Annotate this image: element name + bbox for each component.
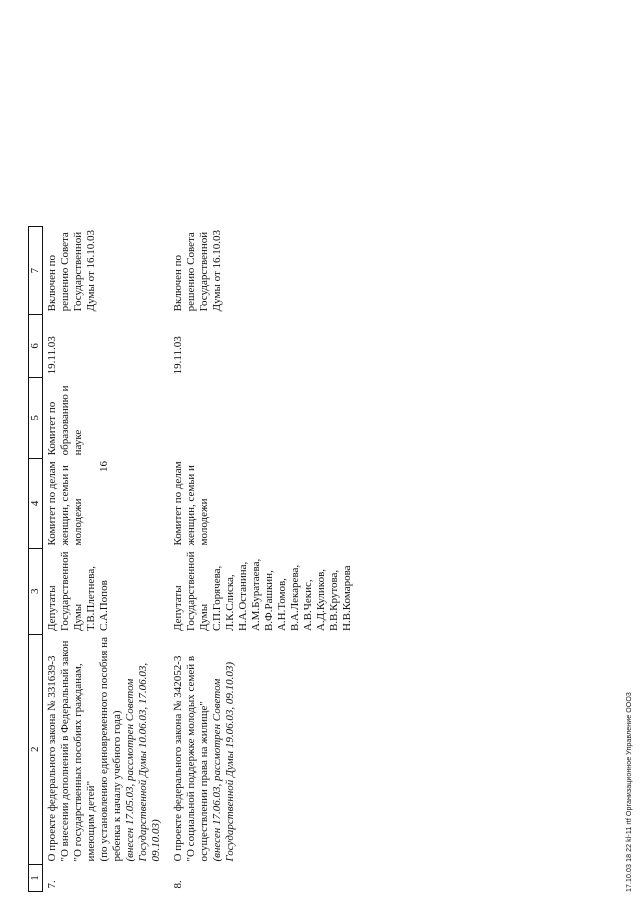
author-line: Депутаты [172, 585, 184, 632]
decision-line: Государственной [72, 231, 84, 312]
author-line: В.А.Лекарева, [289, 564, 301, 632]
table-row [43, 227, 170, 892]
committee-cell [169, 458, 360, 548]
author-line: Думы [198, 603, 210, 632]
bill-title-line: О проекте федерального закона № 331639-3 [46, 655, 58, 862]
author-line: А.Д.Куликов, [315, 568, 327, 632]
author-line: А.Н.Томов, [276, 578, 288, 632]
bill-title-line: ребенка к началу учебного года) [111, 710, 123, 862]
bill-title-line: "О государственных пособиях гражданам, [72, 663, 84, 862]
committee-line: молодежи [198, 498, 210, 546]
header-col-4: 4 [29, 458, 43, 548]
author-line: В.Ф.Рашкин, [263, 570, 275, 632]
date-cell: 19.11.03 [46, 336, 58, 375]
author-line: В.В.Крутова, [328, 569, 340, 632]
decision-line: Включен по [172, 254, 184, 312]
bill-note-line: (внесен 17.06.03, рассмотрен Советом [211, 678, 223, 862]
committee-line: женщин, семьи и [185, 465, 197, 546]
authors-cell [169, 548, 360, 634]
decision-line: решению Совета [185, 232, 197, 312]
decision-cell [43, 227, 170, 314]
bill-title [169, 634, 360, 864]
author-line: А.В.Чекис, [302, 579, 314, 632]
author-line: Т.В.Плетнева, [85, 566, 97, 632]
header-col-3: 3 [29, 548, 43, 634]
co-committee-line: науке [72, 429, 84, 456]
decision-line: Включен по [46, 254, 58, 312]
bill-title-line: О проекте федерального закона № 342052-3 [172, 655, 184, 862]
author-line: С.П.Горячева, [211, 565, 223, 632]
bill-note-line: (внесен 17.05.03, рассмотрен Советом [124, 678, 136, 862]
header-row [29, 227, 43, 892]
author-line: А.М.Буратаева, [250, 558, 262, 632]
committee-cell [43, 458, 170, 548]
committee-line: молодежи [72, 498, 84, 546]
header-col-2: 2 [29, 634, 43, 864]
header-col-7: 7 [29, 227, 43, 314]
co-committee-cell [169, 377, 360, 458]
bill-title-line: "О внесении дополнений в Федеральный закон [59, 640, 71, 862]
table-row [169, 227, 360, 892]
header-col-5: 5 [29, 377, 43, 458]
footer-text: 17.10.03 18 22 kl-11 rtf Организационное Управление ООО3 [626, 692, 633, 892]
page-number: 16 [98, 461, 110, 472]
row-number: 7. [46, 880, 58, 889]
bill-title-line: осуществлении права на жилище" [198, 701, 210, 862]
author-line: Н.В.Комарова [341, 565, 353, 632]
committee-line: Комитет по делам [172, 461, 184, 546]
bill-note-line: Государственной Думы 19.06.03, 09.10.03) [224, 661, 236, 862]
bill-note-line: 09.10.03) [150, 819, 162, 862]
bill-title-line: "О социальной поддержке молодых семей в [185, 655, 197, 862]
bill-title-line: (по установлению единовременного пособия на [98, 637, 110, 862]
header-col-6: 6 [29, 314, 43, 377]
bill-title-line: имеющим детей" [85, 780, 97, 862]
decision-line: Думы от 16.10.03 [85, 229, 97, 312]
author-line: Государственной [185, 551, 197, 632]
co-committee-line: Комитет по [46, 401, 58, 456]
committee-line: Комитет по делам [46, 461, 58, 546]
decision-line: решению Совета [59, 232, 71, 312]
agenda-table [28, 226, 360, 892]
co-committee-cell [43, 377, 170, 458]
row-number: 8. [172, 880, 184, 889]
bill-title [43, 634, 170, 864]
decision-line: Думы от 16.10.03 [211, 229, 223, 312]
header-col-1: 1 [29, 865, 43, 892]
author-line: Л.К.Слиска, [224, 574, 236, 632]
author-line: С.А.Попов [98, 580, 110, 632]
table-body [43, 227, 361, 892]
decision-cell [169, 227, 360, 314]
committee-line: женщин, семьи и [59, 465, 71, 546]
decision-line: Государственной [198, 231, 210, 312]
author-line: Думы [72, 603, 84, 632]
date-cell: 19.11.03 [172, 336, 184, 375]
co-committee-line: образованию и [59, 385, 71, 456]
author-line: Н.А.Останина, [237, 561, 249, 632]
author-line: Депутаты [46, 585, 58, 632]
author-line: Государственной [59, 551, 71, 632]
bill-note-line: Государственной Думы 10.06.03, 17.06.03, [137, 662, 149, 862]
authors-cell [43, 548, 170, 634]
